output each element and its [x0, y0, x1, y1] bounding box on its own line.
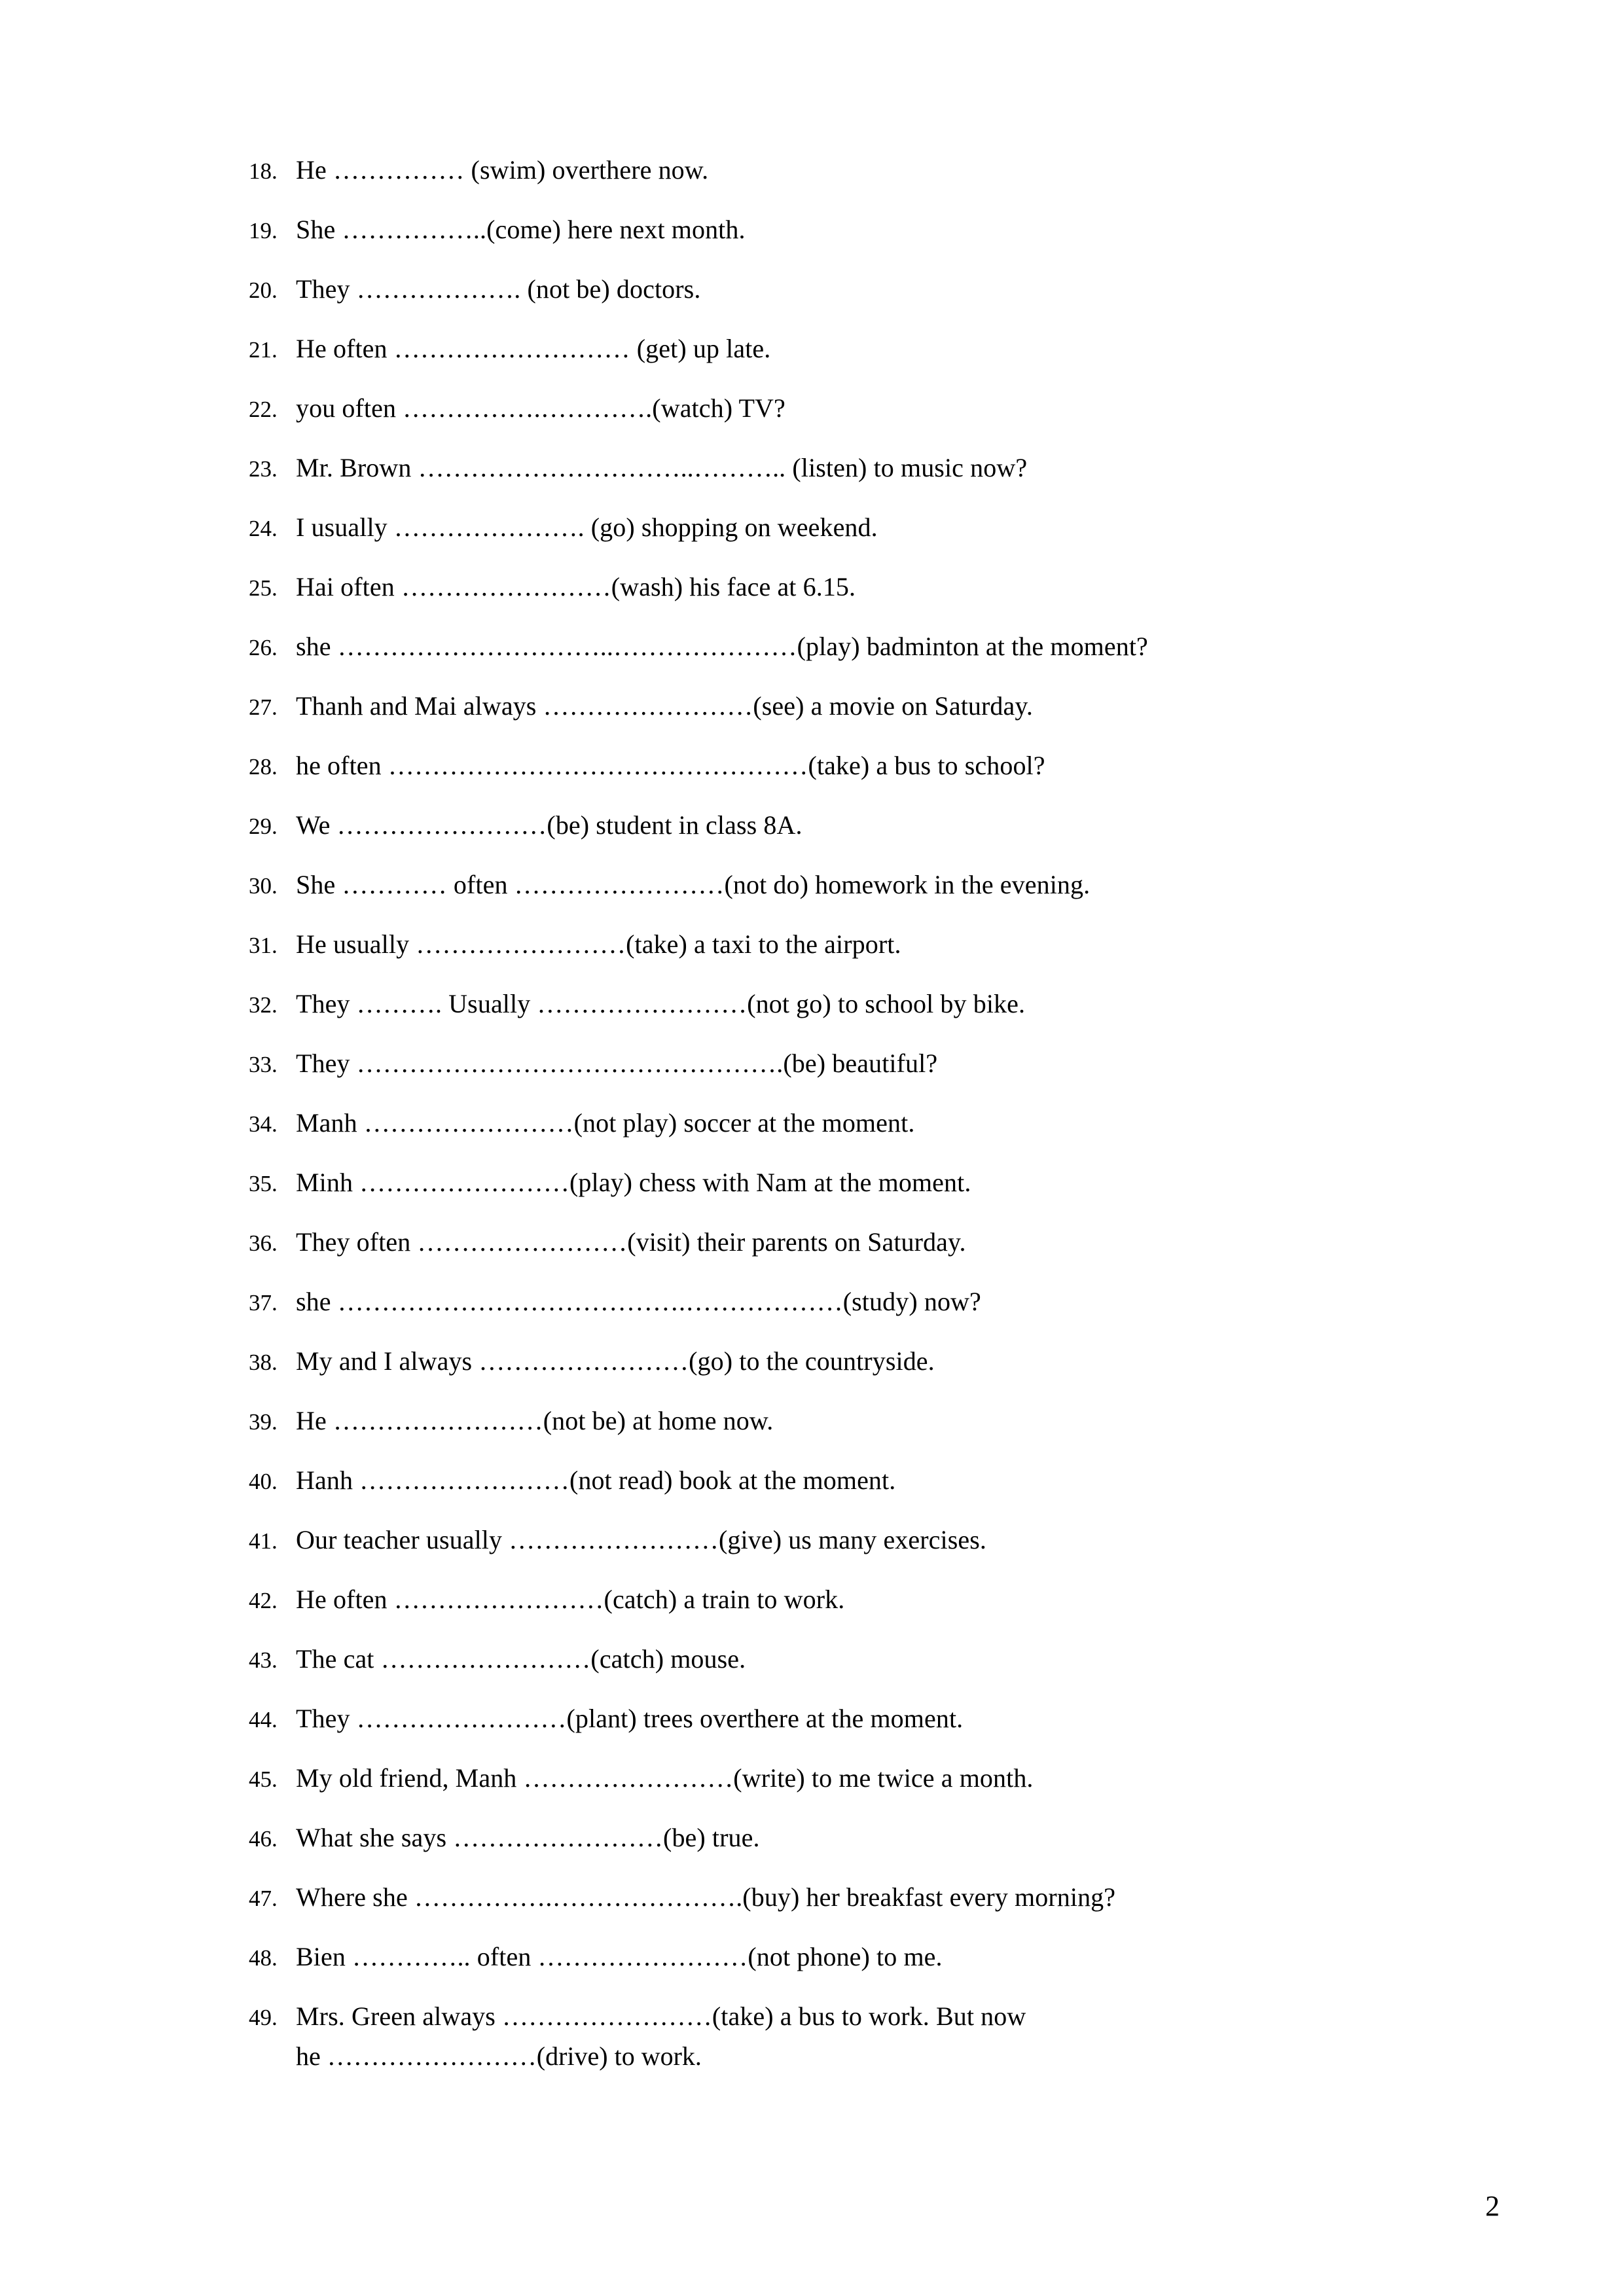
exercise-text: We ……………………(be) student in class 8A. — [296, 810, 803, 840]
exercise-item — [249, 217, 1500, 243]
exercise-number: 42. — [249, 1588, 278, 1613]
exercise-number: 26. — [249, 635, 278, 660]
exercise-item — [249, 812, 1500, 838]
exercise-text: She ……………..(come) here next month. — [296, 215, 746, 244]
exercise-number: 30. — [249, 873, 278, 899]
exercise-text: The cat ……………………(catch) mouse. — [296, 1644, 746, 1674]
exercise-number: 45. — [249, 1767, 278, 1792]
exercise-item — [249, 634, 1500, 660]
exercise-text: Minh ……………………(play) chess with Nam at the moment. — [296, 1168, 971, 1197]
exercise-text: He usually ……………………(take) a taxi to the airport. — [296, 929, 901, 959]
exercise-number: 27. — [249, 694, 278, 720]
exercise-item — [249, 157, 1500, 183]
exercise-text: Hanh ……………………(not read) book at the moment. — [296, 1465, 896, 1495]
exercise-item — [249, 693, 1500, 719]
exercise-item — [249, 1229, 1500, 1255]
exercise-text: Thanh and Mai always ……………………(see) a movie on Saturday. — [296, 691, 1033, 721]
exercise-text: He often ……………………(catch) a train to work. — [296, 1585, 845, 1614]
exercise-number: 32. — [249, 992, 278, 1018]
exercise-item — [249, 872, 1500, 898]
exercise-text-continuation: he ……………………(drive) to work. — [296, 2041, 702, 2071]
exercise-text: you often …………….………….(watch) TV? — [296, 393, 785, 423]
exercise-number: 18. — [249, 158, 278, 184]
exercise-text: They ………. Usually ……………………(not go) to school by bike. — [296, 989, 1026, 1018]
exercise-item — [249, 1765, 1500, 1791]
exercise-text: My and I always ……………………(go) to the countryside. — [296, 1346, 935, 1376]
exercise-text: He often ……………………… (get) up late. — [296, 334, 771, 363]
exercise-text: My old friend, Manh ……………………(write) to me twice a month. — [296, 1763, 1034, 1793]
exercise-number: 28. — [249, 754, 278, 780]
exercise-number: 34. — [249, 1111, 278, 1137]
exercise-item — [249, 1408, 1500, 1434]
exercise-item — [249, 1587, 1500, 1613]
exercise-number: 43. — [249, 1647, 278, 1673]
exercise-item — [249, 1110, 1500, 1136]
exercise-item — [249, 1884, 1500, 1910]
exercise-number: 38. — [249, 1350, 278, 1375]
exercise-number: 47. — [249, 1886, 278, 1911]
exercise-text: They ………………………………………….(be) beautiful? — [296, 1049, 938, 1078]
exercise-text: They ………………. (not be) doctors. — [296, 274, 701, 304]
exercise-text: Where she …………….………………….(buy) her breakfast every morning? — [296, 1882, 1116, 1912]
exercise-number: 33. — [249, 1052, 278, 1077]
exercise-text: They often ……………………(visit) their parents on Saturday. — [296, 1227, 966, 1257]
exercise-number: 40. — [249, 1469, 278, 1494]
exercise-number: 49. — [249, 2005, 278, 2030]
exercise-number: 21. — [249, 337, 278, 363]
exercise-text: Mr. Brown …………………………..……….. (listen) to music now? — [296, 453, 1028, 482]
exercise-item — [249, 276, 1500, 302]
exercise-list — [249, 157, 1500, 2072]
exercise-item — [249, 931, 1500, 958]
exercise-item — [249, 1348, 1500, 1374]
exercise-text: she …………………………..…………………(play) badminton at the moment? — [296, 632, 1148, 661]
exercise-item — [249, 1706, 1500, 1732]
exercise-item — [249, 1646, 1500, 1672]
exercise-item — [249, 753, 1500, 779]
exercise-number: 46. — [249, 1826, 278, 1852]
exercise-item — [249, 514, 1500, 541]
exercise-text: I usually …………………. (go) shopping on weekend. — [296, 512, 878, 542]
exercise-item — [249, 1289, 1500, 1315]
exercise-number: 19. — [249, 218, 278, 243]
exercise-number: 22. — [249, 397, 278, 422]
page-number: 2 — [1485, 2190, 1500, 2222]
exercise-number: 39. — [249, 1409, 278, 1435]
exercise-text: He ……………………(not be) at home now. — [296, 1406, 774, 1435]
exercise-number: 37. — [249, 1290, 278, 1316]
exercise-number: 36. — [249, 1230, 278, 1256]
exercise-item — [249, 2003, 1500, 2030]
exercise-number: 29. — [249, 814, 278, 839]
exercise-item — [249, 455, 1500, 481]
exercise-item — [249, 1170, 1500, 1196]
exercise-item — [249, 1467, 1500, 1494]
exercise-number: 25. — [249, 575, 278, 601]
exercise-number: 20. — [249, 278, 278, 303]
exercise-text: he often …………………………………………(take) a bus to school? — [296, 751, 1045, 780]
exercise-text: Bien ………….. often ……………………(not phone) to me. — [296, 1942, 943, 1971]
exercise-text: Manh ……………………(not play) soccer at the moment. — [296, 1108, 915, 1138]
exercise-text: Hai often ……………………(wash) his face at 6.15. — [296, 572, 856, 601]
exercise-number: 24. — [249, 516, 278, 541]
exercise-text: Our teacher usually ……………………(give) us many exercises. — [296, 1525, 987, 1554]
exercise-item — [249, 574, 1500, 600]
exercise-item — [249, 991, 1500, 1017]
exercise-number: 41. — [249, 1528, 278, 1554]
exercise-number: 48. — [249, 1945, 278, 1971]
exercise-item — [249, 1527, 1500, 1553]
exercise-text: What she says ……………………(be) true. — [296, 1823, 760, 1852]
exercise-item — [249, 1944, 1500, 1970]
exercise-item — [249, 1825, 1500, 1851]
exercise-item — [249, 1050, 1500, 1077]
exercise-item — [249, 395, 1500, 422]
exercise-text: They ……………………(plant) trees overthere at the moment. — [296, 1704, 964, 1733]
exercise-item — [249, 336, 1500, 362]
exercise-text: She ………… often ……………………(not do) homework in the evening. — [296, 870, 1091, 899]
exercise-number: 23. — [249, 456, 278, 482]
exercise-text: she ………………………………….………………(study) now? — [296, 1287, 981, 1316]
exercise-number: 35. — [249, 1171, 278, 1196]
exercise-number: 31. — [249, 933, 278, 958]
exercise-number: 44. — [249, 1707, 278, 1732]
exercise-text: Mrs. Green always ……………………(take) a bus to work. But now — [296, 2001, 1026, 2031]
exercise-text: He …………… (swim) overthere now. — [296, 155, 709, 185]
